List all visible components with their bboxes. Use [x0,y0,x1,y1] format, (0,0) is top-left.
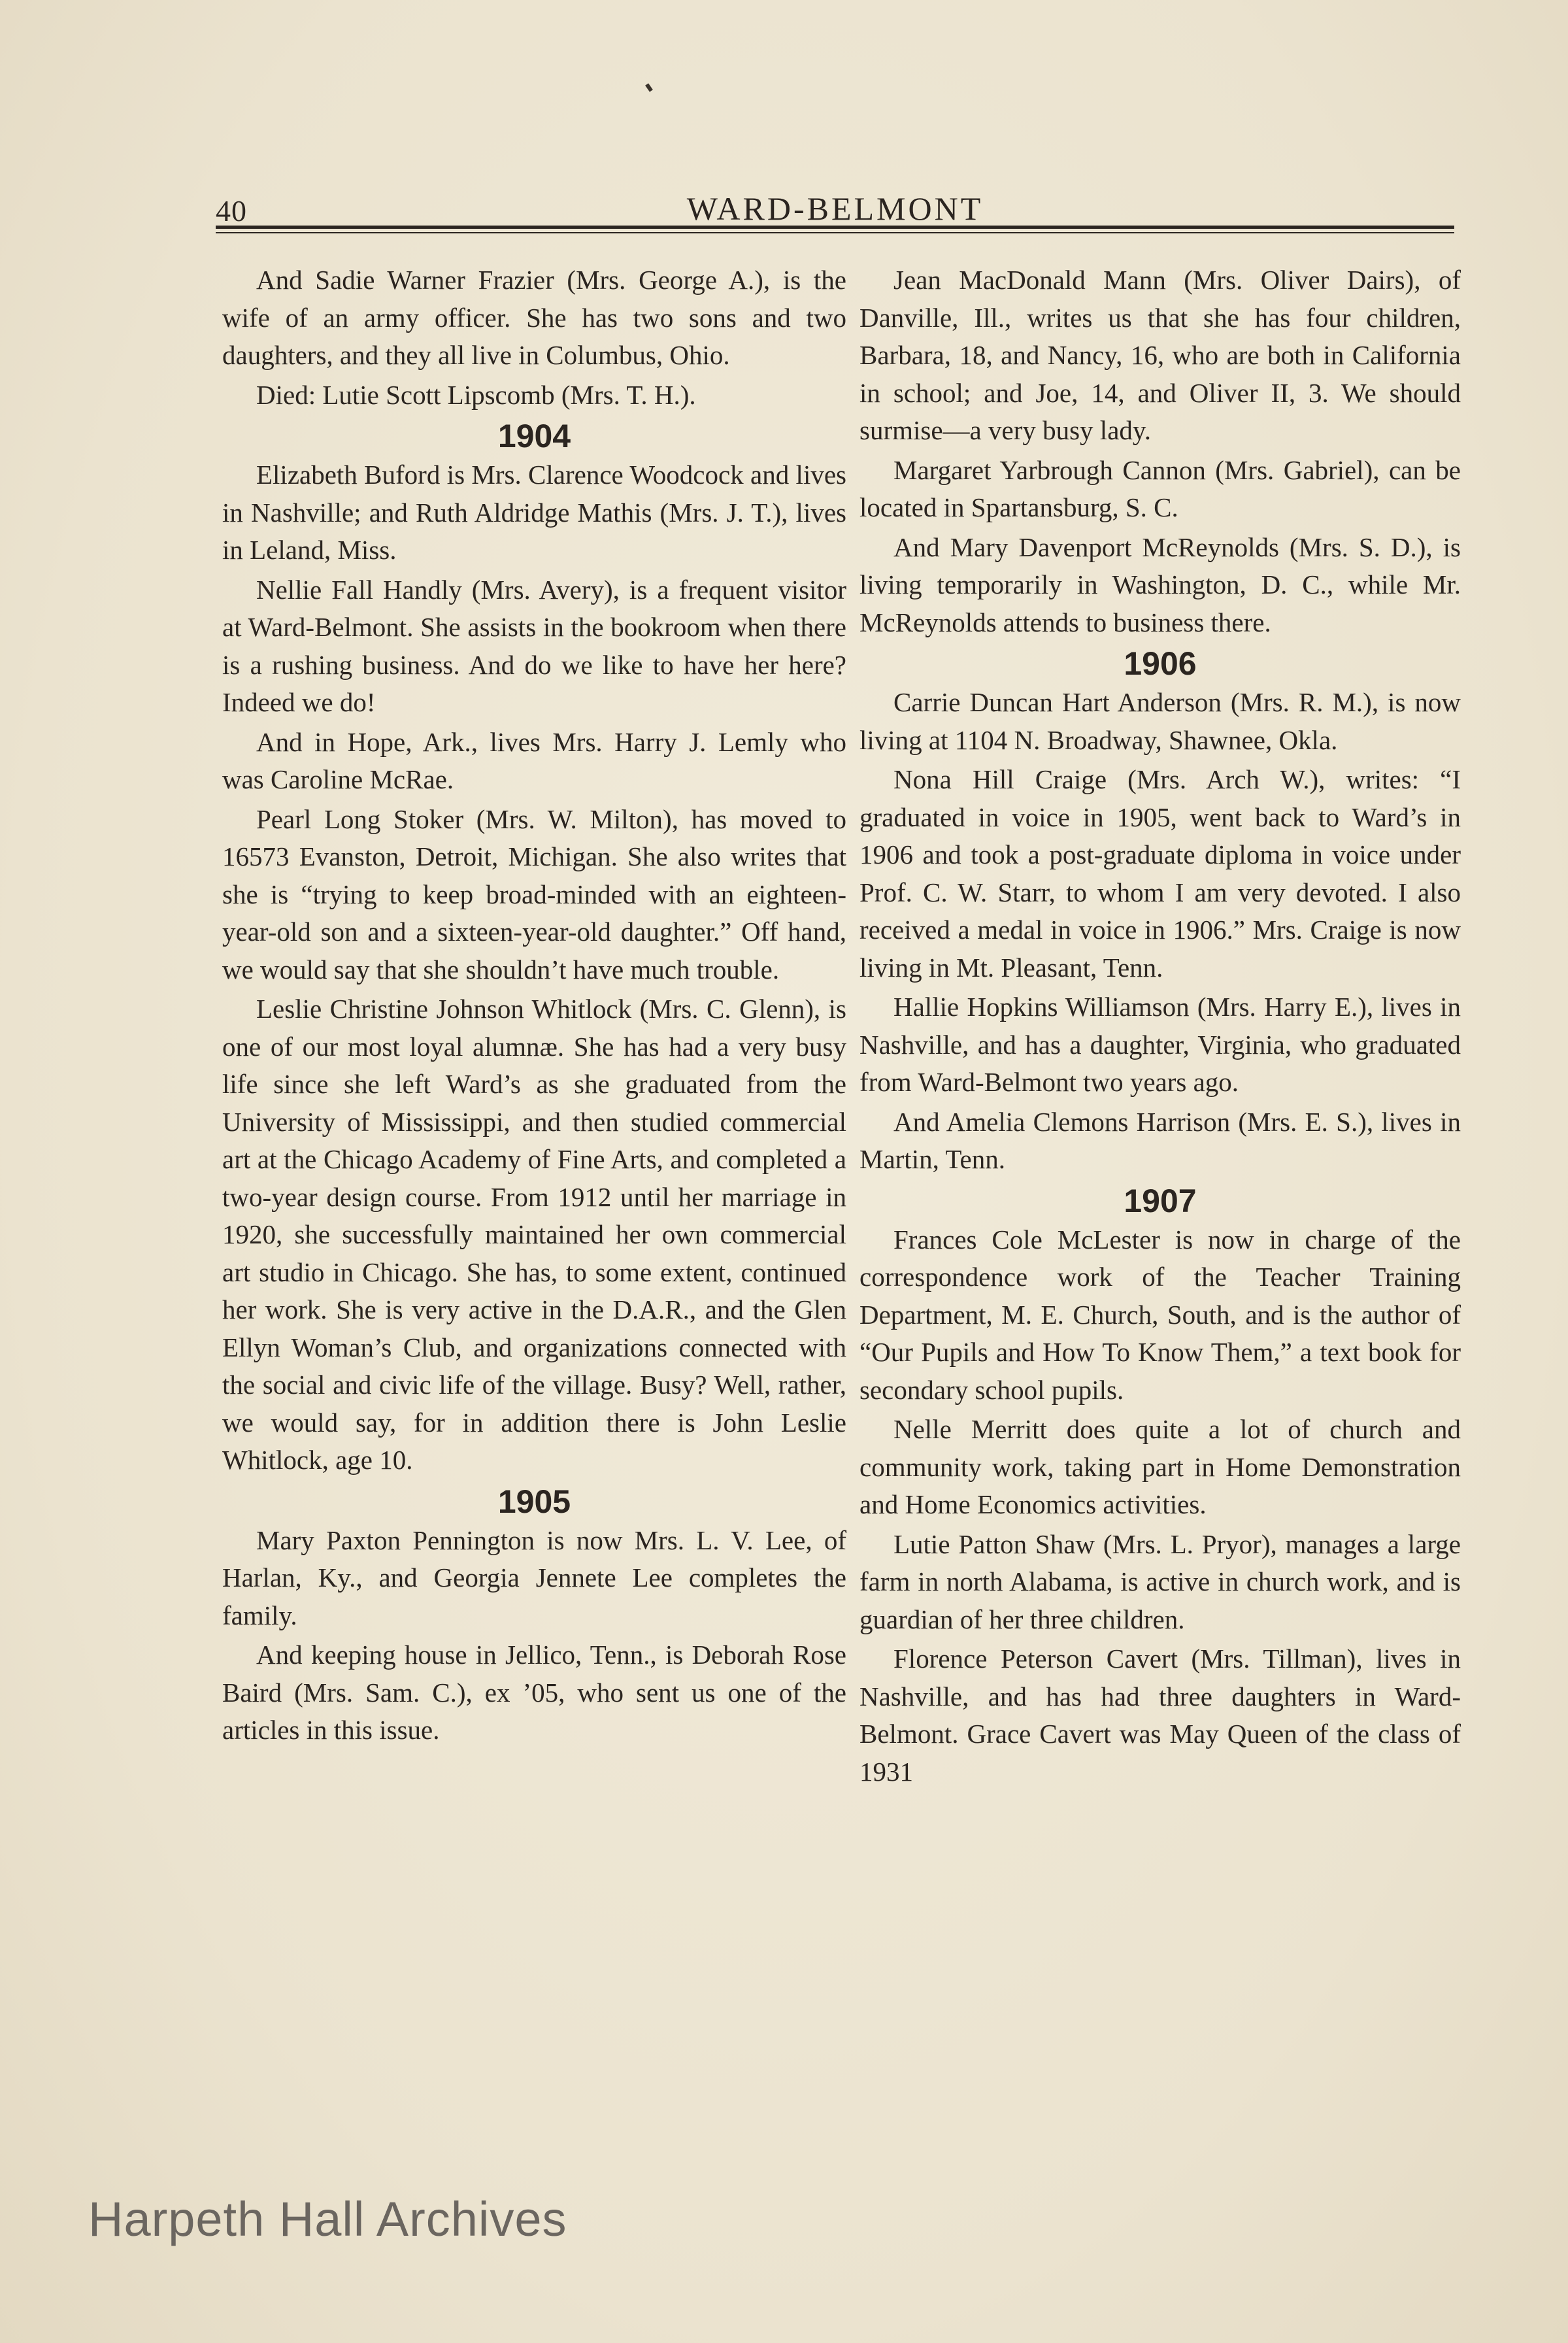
archive-watermark: Harpeth Hall Archives [88,2192,567,2246]
year-heading: 1904 [497,418,571,454]
paragraph: Elizabeth Buford is Mrs. Clarence Woodcock and lives in Nashville; and Ruth Aldridge Mathis (Mrs. J. T.), lives in Leland, Miss. [222,460,846,565]
year-heading: 1905 [497,1483,571,1520]
paragraph: And Sadie Warner Frazier (Mrs. George A.), is the wife of an army officer. She has two sons and two daughters, and they all live in Columbus, Ohio. [222,265,846,370]
left-column [222,261,846,1751]
header-rule [216,226,1454,233]
ink-speck [645,83,653,92]
paragraph: Nona Hill Craige (Mrs. Arch W.), writes: “I graduated in voice in 1905, went back to Ward’s in 1906 and took a post-graduate diploma in voice under Prof. C. W. Starr, to whom I am very devoted. I also received a medal in voice in 1906.” Mrs. Craige is now living in Mt. Pleasant, Tenn. [859,764,1461,983]
paragraph: Carrie Duncan Hart Anderson (Mrs. R. M.), is now living at 1104 N. Broadway, Shawnee, Okla. [859,687,1461,755]
paragraph: Mary Paxton Pennington is now Mrs. L. V. Lee, of Harlan, Ky., and Georgia Jennete Lee completes the family. [222,1525,846,1630]
paragraph: And Amelia Clemons Harrison (Mrs. E. S.), lives in Martin, Tenn. [859,1106,1461,1174]
paragraph: Pearl Long Stoker (Mrs. W. Milton), has moved to 16573 Evanston, Detroit, Michigan. She also writes that she is “trying to keep broad-minded with an eighteen-year-old son and a sixteen-year-old daughter.” Off hand, we would say that she shouldn’t have much trouble. [222,803,846,985]
paragraph: Leslie Christine Johnson Whitlock (Mrs. C. Glenn), is one of our most loyal alumnæ. She has had a very busy life since she left Ward’s as she graduated from the University of Mississippi, and then studied commercial art at the Chicago Academy of Fine Arts, and completed a two-year design course. From 1912 until her marriage in 1920, she successfully maintained her own commercial art studio in Chicago. She has, to some extent, continued her work. She is very active in the D.A.R., and the Glen Ellyn Woman’s Club, and organizations connected with the social and civic life of the village. Busy? Well, rather, we would say, for in addition there is John Leslie Whitlock, age 10. [222,994,846,1475]
paragraph: And Mary Davenport McReynolds (Mrs. S. D.), is living temporarily in Washington, D. C., while Mr. McReynolds attends to business there. [859,531,1461,637]
paragraph: Florence Peterson Cavert (Mrs. Tillman), lives in Nashville, and has had three daughters in Ward-Belmont. Grace Cavert was May Queen of the class of 1931 [859,1643,1461,1787]
year-heading: 1906 [1124,645,1197,682]
paragraph: Hallie Hopkins Williamson (Mrs. Harry E.), lives in Nashville, and has a daughter, Virginia, who graduated from Ward-Belmont two years ago. [859,992,1461,1097]
paragraph: Nelle Merritt does quite a lot of church and community work, taking part in Home Demonstration and Home Economics activities. [859,1414,1461,1519]
paragraph: Nellie Fall Handly (Mrs. Avery), is a frequent visitor at Ward-Belmont. She assists in the bookroom when there is a rushing business. And do we like to have her here? Indeed we do! [222,574,846,717]
year-heading: 1907 [1124,1182,1197,1219]
right-column [859,261,1461,1793]
page-number: 40 [216,194,247,228]
paragraph: Frances Cole McLester is now in charge of the correspondence work of the Teacher Training Department, M. E. Church, South, and is the author of “Our Pupils and How To Know Them,” a text book for secondary school pupils. [859,1224,1461,1405]
paragraph: And keeping house in Jellico, Tenn., is Deborah Rose Baird (Mrs. Sam. C.), ex ’05, who sent us one of the articles in this issue. [222,1640,846,1745]
paragraph: Jean MacDonald Mann (Mrs. Oliver Dairs), of Danville, Ill., writes us that she has four children, Barbara, 18, and Nancy, 16, who are both in California in school; and Joe, 14, and Oliver II, 3. We should surmise—a very busy lady. [859,265,1461,445]
page-header [216,184,1454,230]
paragraph: And in Hope, Ark., lives Mrs. Harry J. Lemly who was Caroline McRae. [222,726,846,794]
paragraph: Lutie Patton Shaw (Mrs. L. Pryor), manages a large farm in north Alabama, is active in church work, and is guardian of her three children. [859,1528,1461,1634]
running-title: WARD-BELMONT [686,190,984,227]
paragraph: Died: Lutie Scott Lipscomb (Mrs. T. H.). [256,379,696,410]
paragraph: Margaret Yarbrough Cannon (Mrs. Gabriel), can be located in Spartansburg, S. C. [859,454,1461,522]
